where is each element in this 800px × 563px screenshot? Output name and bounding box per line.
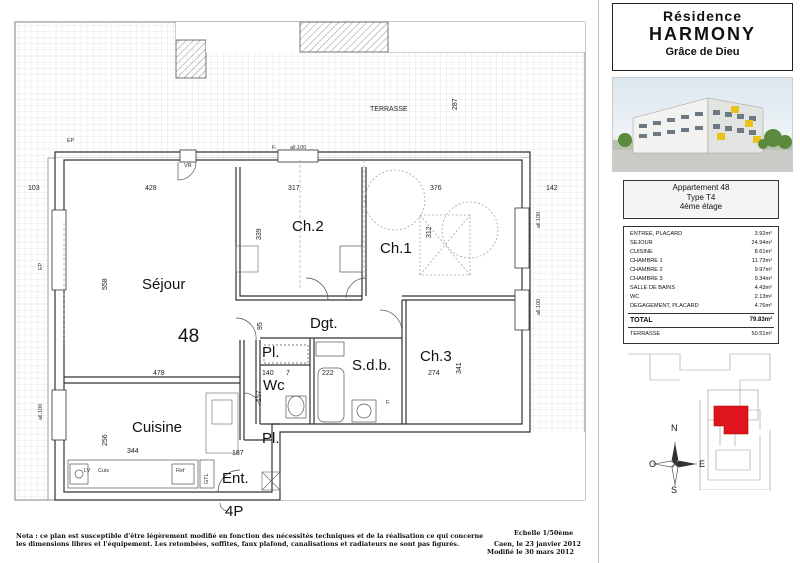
allege-right-2: all.100: [536, 298, 542, 315]
ep-top: EP: [67, 138, 75, 144]
surface-value: 11.73m²: [751, 258, 772, 264]
room-entree: Ent.: [222, 470, 249, 487]
surface-label: CUISINE: [630, 249, 653, 255]
building-illustration: [613, 78, 792, 171]
f-top: F.: [272, 145, 277, 151]
total-row: [630, 316, 772, 325]
dim-312: 312: [426, 226, 433, 238]
surface-row: [630, 293, 772, 302]
dim-344: 344: [127, 448, 139, 455]
parking-label: 4P: [225, 503, 244, 520]
surface-value: 24.94m²: [751, 240, 772, 246]
surface-value: 4.76m²: [754, 303, 772, 309]
compass-o: O: [649, 459, 657, 469]
f-sdb: F.: [386, 400, 391, 406]
kitchen-lv: LV: [84, 468, 91, 474]
dim-317: 317: [288, 185, 300, 192]
apartment-name: Appartement 48: [672, 183, 730, 192]
surface-row: [630, 257, 772, 266]
title-line-3: Grâce de Dieu: [665, 46, 740, 58]
room-pl-2: Pl.: [262, 430, 280, 447]
roof-hatch-2: [300, 22, 388, 52]
key-plan-drawing: [620, 350, 790, 490]
dim-95: 95: [257, 322, 264, 330]
surface-label: ENTREE, PLACARD: [630, 231, 683, 237]
room-ch3: Ch.3: [420, 348, 452, 365]
apartment-highlight: [714, 406, 748, 434]
terrace-label-row: TERRASSE: [630, 331, 661, 337]
dim-222: 222: [322, 370, 334, 377]
total-divider: [628, 313, 774, 314]
title-line-1: Résidence: [662, 8, 743, 24]
title-line-2: HARMONY: [649, 24, 756, 44]
ep-left: EP: [38, 262, 44, 270]
terrace-row: [630, 330, 772, 339]
dim-376: 376: [430, 185, 442, 192]
kitchen-ref: Ref: [176, 468, 185, 474]
dim-157: 157: [256, 390, 263, 402]
surface-row: [630, 284, 772, 293]
date-modified: Modifié le 30 mars 2012: [487, 548, 574, 556]
note-line-2: les dimensions libres et l'équipement. Les retombées, soffites, faux plafond, canalisations et radiateurs ne sont pas figurés.: [16, 540, 460, 548]
compass-e: E: [699, 459, 706, 469]
dim-140: 140: [262, 370, 274, 377]
surface-value: 4.43m²: [754, 285, 772, 291]
dim-256: 256: [102, 434, 109, 446]
dim-187: 187: [232, 450, 244, 457]
allege-right-1: all.100: [536, 211, 542, 228]
dim-339: 339: [256, 228, 263, 240]
disclaimer-note: [16, 532, 483, 548]
terrace-label: TERRASSE: [370, 106, 408, 113]
terrace-divider: [628, 327, 774, 328]
panel-divider: [598, 0, 599, 563]
surface-row: [630, 302, 772, 311]
surface-label: CHAMBRE 2: [630, 267, 663, 273]
allege-top: all.100: [290, 145, 307, 151]
roof-hatch: [176, 40, 206, 78]
room-cuisine: Cuisine: [132, 419, 183, 436]
building-rendering: [612, 77, 793, 172]
room-ch1: Ch.1: [380, 240, 412, 257]
terrace-value: 50.51m²: [751, 331, 772, 337]
residence-title-box: [612, 3, 793, 71]
dim-287: 287: [452, 98, 459, 110]
dim-428: 428: [145, 185, 157, 192]
surface-row: [630, 230, 772, 239]
surface-value: 9.97m²: [754, 267, 772, 273]
allege-left: all.100: [38, 403, 44, 420]
room-sdb: S.d.b.: [352, 357, 392, 374]
total-value: 79.83m²: [749, 317, 772, 323]
dim-7: 7: [286, 370, 290, 377]
surface-row: [630, 266, 772, 275]
dim-142: 142: [546, 185, 558, 192]
kitchen-cuis: Cuis: [98, 468, 110, 474]
surface-value: 9.34m²: [754, 276, 772, 282]
location-key-plan: [620, 350, 790, 495]
surface-label: DEGAGEMENT, PLACARD: [630, 303, 699, 309]
room-dgt: Dgt.: [310, 315, 338, 332]
surface-label: WC: [630, 294, 640, 300]
scale-label: Echelle 1/50ème: [514, 529, 574, 537]
room-pl-1: Pl.: [262, 344, 280, 361]
compass-rose: [653, 442, 697, 486]
apartment-info-box: [623, 180, 779, 219]
apartment-floor: 4éme étage: [679, 202, 723, 211]
dim-558: 558: [102, 278, 109, 290]
surfaces-table: [623, 226, 779, 344]
surface-row: [630, 248, 772, 257]
apartment-type: Type T4: [686, 192, 716, 202]
surface-label: SALLE DE BAINS: [630, 285, 676, 291]
surface-label: CHAMBRE 1: [630, 258, 663, 264]
dim-103: 103: [28, 185, 40, 192]
dim-478: 478: [153, 370, 165, 377]
compass-n: N: [671, 423, 678, 433]
total-label: TOTAL: [630, 317, 653, 324]
room-sejour: Séjour: [142, 276, 186, 293]
surface-row: [630, 239, 772, 248]
surface-value: 8.61m²: [754, 249, 772, 255]
vr-top: VR: [184, 163, 192, 169]
surface-value: 2.13m²: [754, 294, 772, 300]
surface-value: 3.92m²: [754, 231, 772, 237]
note-line-1: Nota : ce plan est susceptible d'être légèrement modifié en fonction des nécessités techniques et de la réalisation ce qui concerne: [16, 532, 484, 540]
surface-label: SEJOUR: [630, 240, 653, 246]
date-created: Caen, le 23 janvier 2012: [494, 540, 581, 548]
room-ch2: Ch.2: [292, 218, 324, 235]
gtl-label: GTL: [204, 473, 210, 484]
dim-274: 274: [428, 370, 440, 377]
surface-row: [630, 275, 772, 284]
surface-label: CHAMBRE 3: [630, 276, 663, 282]
apartment-number: 48: [178, 326, 200, 347]
room-wc: Wc: [263, 377, 285, 394]
compass-s: S: [671, 485, 678, 495]
dim-341: 341: [456, 362, 463, 374]
